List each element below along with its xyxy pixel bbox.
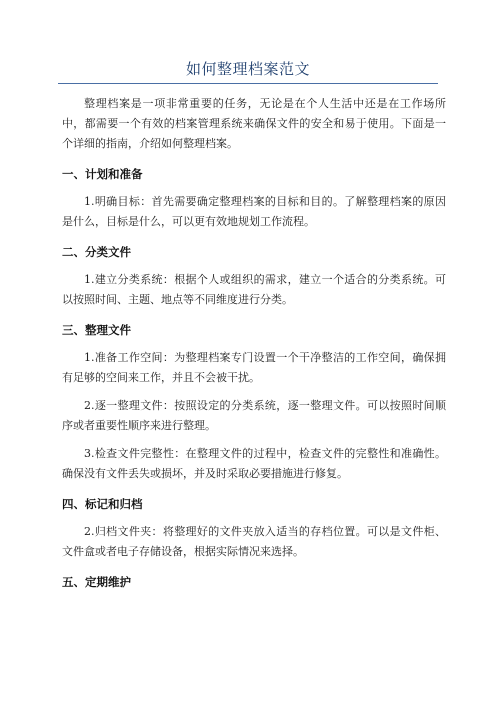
section-organize-paragraph-2: 2.逐一整理文件：按照设定的分类系统，逐一整理文件。可以按照时间顺序或者重要性顺序来进行整理。 [62, 399, 446, 432]
document-title: 如何整理档案范文 [185, 60, 310, 78]
section-heading-label-archive: 四、标记和归档 [62, 497, 143, 511]
section-label-archive-paragraph-1: 2.归档文件夹：将整理好的文件夹放入适当的存档位置。可以是文件柜、文件盒或者电子存储设备，根据实际情况来选择。 [62, 525, 446, 558]
section-heading-maintenance: 五、定期维护 [62, 575, 131, 589]
section-classify-paragraph-1: 1.建立分类系统：根据个人或组织的需求，建立一个适合的分类系统。可以按照时间、主题、地点等不同维度进行分类。 [62, 273, 446, 306]
section-heading-plan: 一、计划和准备 [62, 167, 143, 181]
section-organize-paragraph-1: 1.准备工作空间：为整理档案专门设置一个干净整洁的工作空间，确保拥有足够的空间来工作，并且不会被干扰。 [62, 351, 446, 384]
section-heading-classify: 二、分类文件 [62, 245, 131, 259]
title-underline [58, 83, 438, 84]
intro-paragraph: 整理档案是一项非常重要的任务，无论是在个人生活中还是在工作场所中，都需要一个有效的档案管理系统来确保文件的安全和易于使用。下面是一个详细的指南，介绍如何整理档案。 [62, 97, 446, 150]
section-organize-paragraph-3: 3.检查文件完整性：在整理文件的过程中，检查文件的完整性和准确性。确保没有文件丢失或损坏，并及时采取必要措施进行修复。 [62, 447, 446, 480]
section-heading-organize: 三、整理文件 [62, 323, 131, 337]
section-plan-paragraph-1: 1.明确目标：首先需要确定整理档案的目标和目的。了解整理档案的原因是什么，目标是什么，可以更有效地规划工作流程。 [62, 195, 446, 228]
document-body [62, 94, 446, 592]
